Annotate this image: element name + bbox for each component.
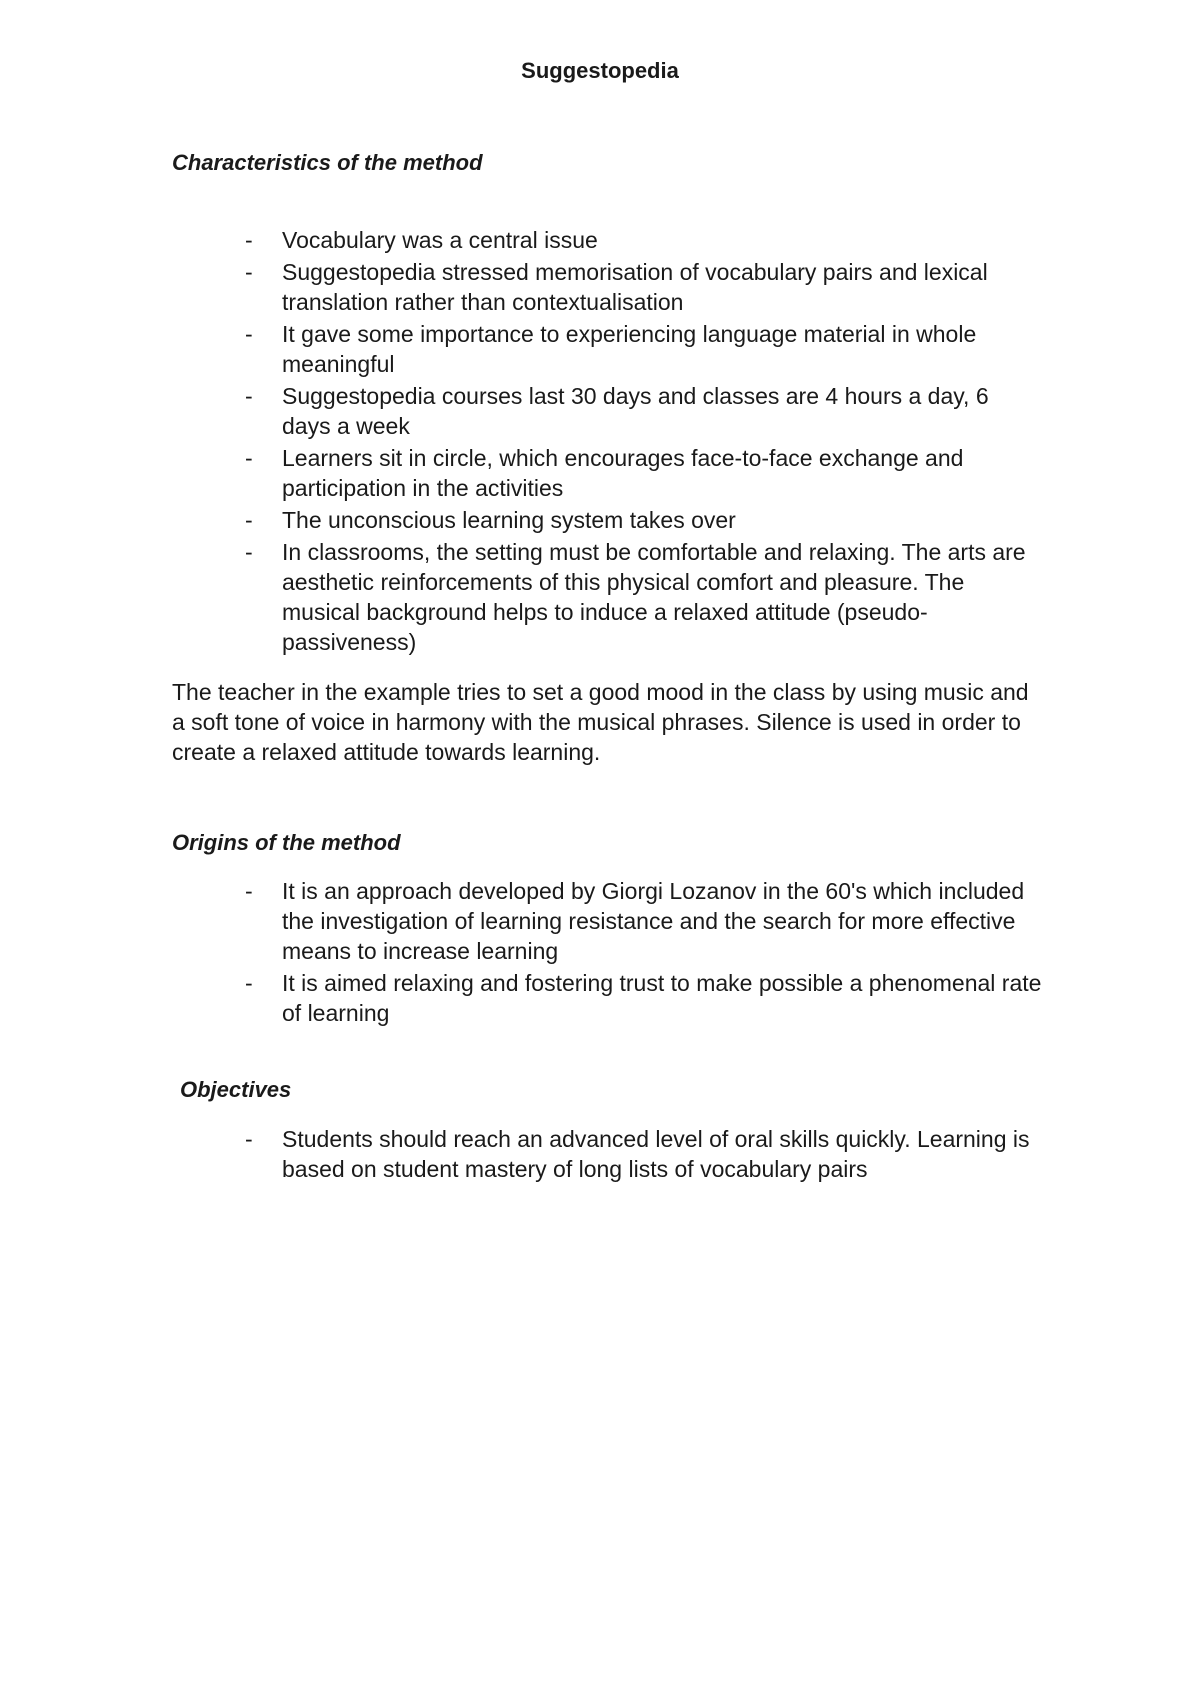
list-item	[0, 225, 1042, 255]
list-item-text: It is an approach developed by Giorgi Lozanov in the 60's which included the investigation of learning resistance and the search for more effective means to increase learning	[282, 878, 1025, 964]
objectives-list	[0, 1124, 1200, 1186]
origins-list	[0, 876, 1200, 1030]
list-item	[0, 381, 1042, 441]
list-item	[0, 968, 1042, 1028]
list-item-text: Suggestopedia stressed memorisation of vocabulary pairs and lexical translation rather than contextualisation	[282, 259, 988, 315]
list-item-text: The unconscious learning system takes over	[282, 507, 736, 533]
list-item	[0, 319, 1042, 379]
bullet-marker: -	[245, 1126, 253, 1152]
bullet-marker: -	[245, 539, 253, 565]
objectives-heading: Objectives	[180, 1077, 292, 1102]
list-item-text: Suggestopedia courses last 30 days and classes are 4 hours a day, 6 days a week	[282, 383, 989, 439]
bullet-marker: -	[245, 878, 253, 904]
list-item	[0, 537, 1042, 657]
list-item	[0, 876, 1042, 966]
list-item	[0, 257, 1042, 317]
list-item-text: Students should reach an advanced level of oral skills quickly. Learning is based on student mastery of long lists of vocabulary pairs	[282, 1126, 1030, 1182]
list-item-text: It gave some importance to experiencing language material in whole meaningful	[282, 321, 977, 377]
bullet-marker: -	[245, 383, 253, 409]
list-item-text: It is aimed relaxing and fostering trust to make possible a phenomenal rate of learning	[282, 970, 1042, 1026]
document-title: Suggestopedia	[521, 58, 679, 83]
bullet-marker: -	[245, 227, 253, 253]
characteristics-list	[0, 225, 1200, 659]
origins-heading: Origins of the method	[172, 830, 401, 855]
list-item-text: Vocabulary was a central issue	[282, 227, 598, 253]
list-item-text: In classrooms, the setting must be comfortable and relaxing. The arts are aesthetic reinforcements of this physical comfort and pleasure. The musical background helps to induce a relaxed attitude (pseudo-passiveness)	[282, 539, 1026, 655]
list-item	[0, 505, 1042, 535]
bullet-marker: -	[245, 259, 253, 285]
bullet-marker: -	[245, 970, 253, 996]
bullet-marker: -	[245, 321, 253, 347]
characteristics-heading: Characteristics of the method	[172, 150, 483, 175]
list-item	[0, 1124, 1042, 1184]
bullet-marker: -	[245, 445, 253, 471]
list-item	[0, 443, 1042, 503]
teacher-example-paragraph: The teacher in the example tries to set a good mood in the class by using music and a soft tone of voice in harmony with the musical phrases. Silence is used in order to create a relaxed attitude towards learning.	[172, 679, 1029, 765]
bullet-marker: -	[245, 507, 253, 533]
list-item-text: Learners sit in circle, which encourages face-to-face exchange and participation in the activities	[282, 445, 964, 501]
